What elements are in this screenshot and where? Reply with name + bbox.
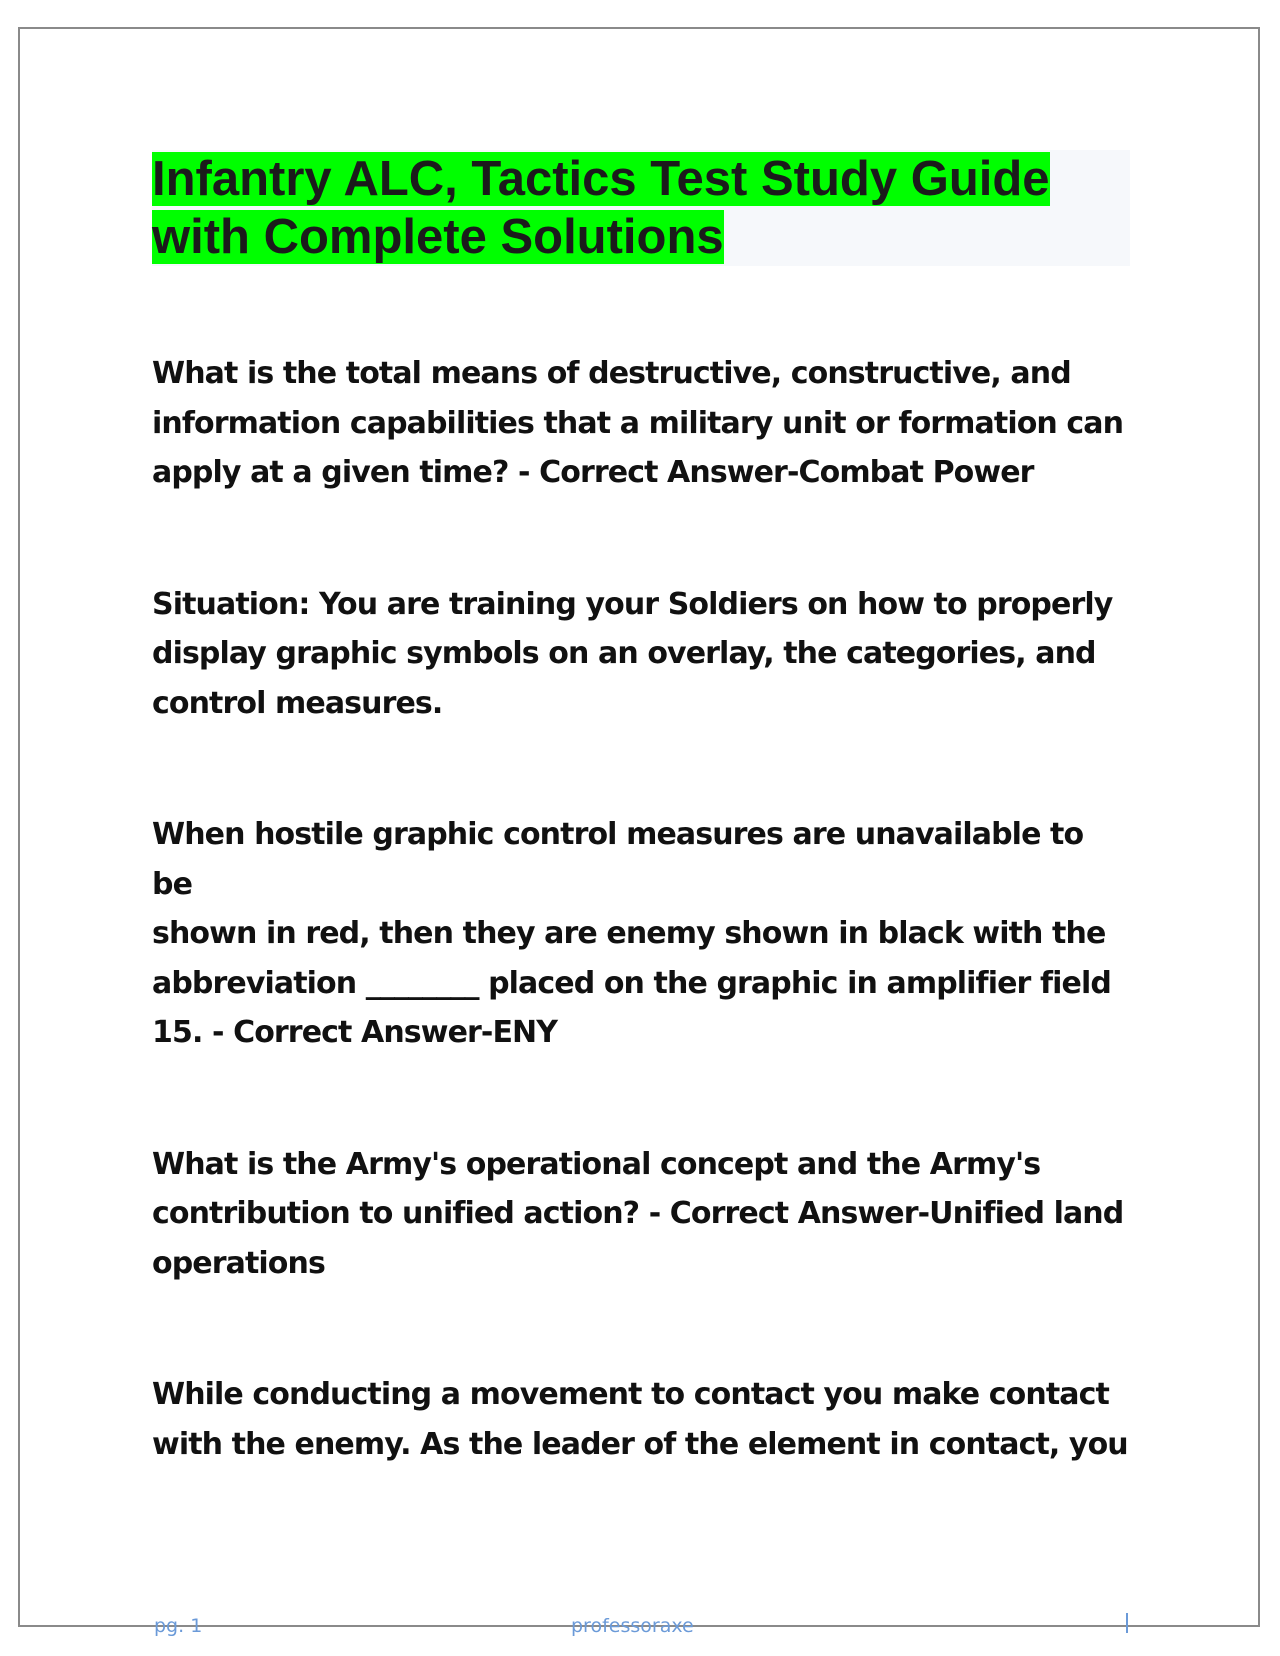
page-number: pg. 1 [154, 1615, 203, 1637]
paragraph-line: operations [152, 1245, 325, 1281]
question-paragraph-4 [152, 1370, 1132, 1469]
footer-author: professoraxe [571, 1615, 694, 1637]
paragraph-line: apply at a given time? - Correct Answer-Combat Power [152, 455, 1034, 490]
document-title [152, 150, 1130, 266]
title-block [152, 150, 1130, 266]
footer-divider [1126, 1613, 1128, 1633]
document-body [152, 349, 1132, 1469]
title-line-2: with Complete Solutions [152, 210, 724, 264]
paragraph-line: What is the Army's operational concept and the Army's [152, 1146, 1041, 1182]
paragraph-line: shown in red, then they are enemy shown in black with the [152, 916, 1106, 951]
question-paragraph-2 [152, 810, 1132, 1058]
paragraph-line: While conducting a movement to contact you make contact [152, 1377, 1109, 1412]
question-paragraph-1 [152, 349, 1132, 498]
paragraph-line: contribution to unified action? - Correct Answer-Unified land [152, 1196, 1124, 1231]
paragraph-line: 15. - Correct Answer-ENY [152, 1015, 558, 1050]
title-line-1: Infantry ALC, Tactics Test Study Guide [152, 152, 1050, 206]
question-paragraph-3 [152, 1140, 1132, 1289]
paragraph-line: with the enemy. As the leader of the element in contact, you [152, 1426, 1128, 1462]
paragraph-line: When hostile graphic control measures are unavailable to be [152, 817, 1084, 902]
paragraph-line: display graphic symbols on an overlay, the categories, and [152, 636, 1096, 671]
paragraph-line: What is the total means of destructive, constructive, and [152, 356, 1071, 391]
situation-paragraph [152, 580, 1132, 729]
document-page [18, 27, 1260, 1637]
paragraph-line: control measures. [152, 685, 443, 721]
page-footer [20, 1615, 1262, 1645]
paragraph-line: information capabilities that a military unit or formation can [152, 405, 1124, 441]
paragraph-line: Situation: You are training your Soldiers on how to properly [152, 586, 1113, 622]
paragraph-line: abbreviation ________ placed on the graphic in amplifier field [152, 965, 1111, 1001]
